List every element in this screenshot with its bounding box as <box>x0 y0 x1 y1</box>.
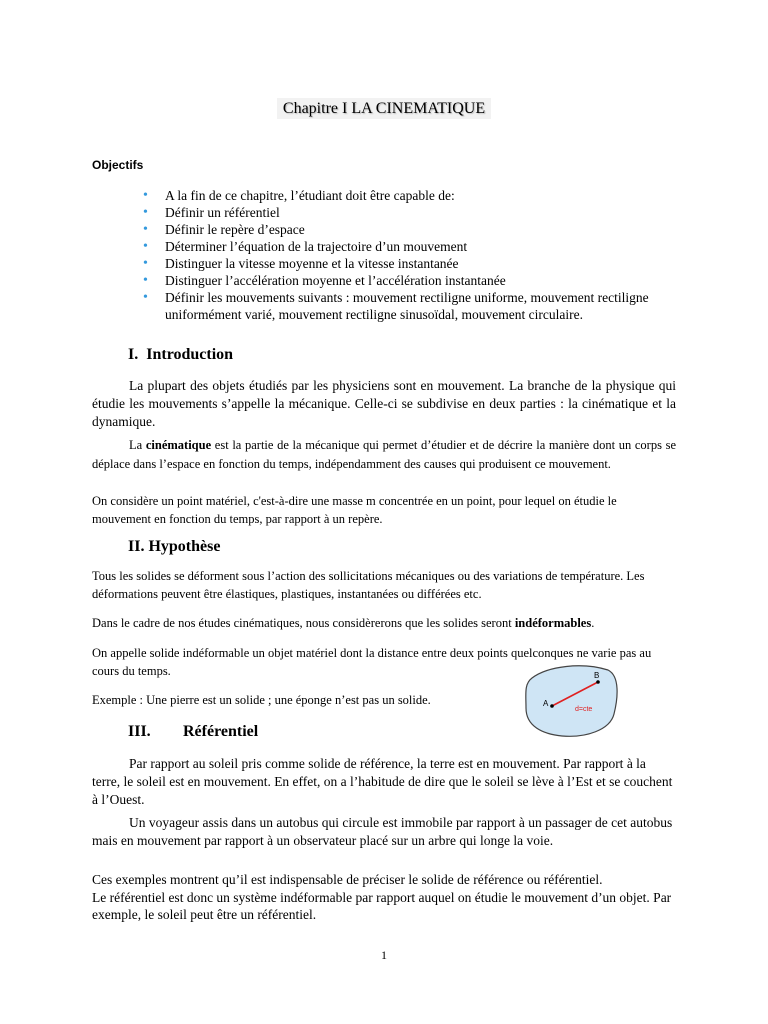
list-item: • Distinguer la vitesse moyenne et la vitesse instantanée <box>143 256 459 271</box>
bullet-icon: • <box>143 239 148 254</box>
point-a-label: A <box>543 699 549 708</box>
bullet-icon: • <box>143 273 148 288</box>
bullet-icon: • <box>143 222 148 237</box>
bullet-icon: • <box>143 290 148 305</box>
bullet-icon: • <box>143 188 148 203</box>
referentiel-paragraph-4: Le référentiel est donc un système indéformable par rapport auquel on étudie le mouvement d’un objet. Par exemple, le soleil peut être un référentiel. <box>92 890 672 922</box>
intro-paragraph-1: La plupart des objets étudiés par les physiciens sont en mouvement. La branche de la physique qui étudie les mouvements s’appelle la mécanique. Celle-ci se subdivise en deux parties : la cinématique et la dynamique. <box>92 378 676 429</box>
solid-shape <box>526 666 617 736</box>
list-item: • Définir les mouvements suivants : mouvement rectiligne uniforme, mouvement rectiligne uniformément varié, mouvement rectiligne sinusoïdal, mouvement circulaire. <box>143 290 649 322</box>
point-a-dot <box>550 704 554 708</box>
intro-paragraph-2: La cinématique est la partie de la mécanique qui permet d’étudier et de décrire la manière dont un corps se déplace dans l’espace en fonction du temps, indépendamment des causes qui produisent ce mouvement. <box>92 438 677 471</box>
referentiel-paragraph-2: Un voyageur assis dans un autobus qui circule est immobile par rapport à un passager de cet autobus mais en mouvement par rapport à un observateur placé sur un arbre qui longe la voie. <box>92 815 673 848</box>
section-heading-introduction: I. Introduction <box>128 346 234 363</box>
page-title-text: Chapitre I LA CINEMATIQUE <box>277 98 491 119</box>
list-item: • A la fin de ce chapitre, l’étudiant doit être capable de: <box>143 188 455 203</box>
referentiel-paragraph-1: Par rapport au soleil pris comme solide de référence, la terre est en mouvement. Par rapport à la terre, le soleil est en mouvement. En effet, on a l’habitude de dire que le soleil se lève à l’Est et se couchent à l’Ouest. <box>92 756 673 807</box>
section-heading-hypothese: II. Hypothèse <box>128 538 221 555</box>
point-b-dot <box>596 680 600 684</box>
point-b-label: B <box>594 671 600 680</box>
bullet-icon: • <box>143 205 148 220</box>
indeformable-solid-figure <box>522 664 622 740</box>
distance-label: d=cte <box>575 706 593 713</box>
hypothese-paragraph-1: Tous les solides se déforment sous l’action des sollicitations mécaniques ou des variations de température. Les déformations peuvent être élastiques, plastiques, instantanées ou différées etc. <box>92 569 645 601</box>
objectifs-heading: Objectifs <box>92 158 144 172</box>
hypothese-example: Exemple : Une pierre est un solide ; une éponge n’est pas un solide. <box>92 693 431 707</box>
objectives-list <box>139 187 679 323</box>
section-heading-referentiel: III. Référentiel <box>128 723 259 740</box>
hypothese-paragraph-3: On appelle solide indéformable un objet matériel dont la distance entre deux points quelconques ne varie pas au cours du temps. <box>92 646 652 678</box>
referentiel-paragraph-3: Ces exemples montrent qu’il est indispensable de préciser le solide de référence ou référentiel. <box>92 872 603 887</box>
page-title <box>0 100 768 118</box>
intro-paragraph-3: On considère un point matériel, c'est-à-dire une masse m concentrée en un point, pour lequel on étudie le mouvement en fonction du temps, par rapport à un repère. <box>92 494 617 526</box>
bullet-icon: • <box>143 256 148 271</box>
list-item: • Déterminer l’équation de la trajectoire d’un mouvement <box>143 239 468 254</box>
list-item: • Définir le repère d’espace <box>143 222 305 237</box>
list-item: • Définir un référentiel <box>143 205 280 220</box>
hypothese-paragraph-2: Dans le cadre de nos études cinématiques, nous considèrerons que les solides seront indéformables. <box>92 616 595 630</box>
page-number: 1 <box>381 948 387 962</box>
list-item: • Distinguer l’accélération moyenne et l’accélération instantanée <box>143 273 506 288</box>
